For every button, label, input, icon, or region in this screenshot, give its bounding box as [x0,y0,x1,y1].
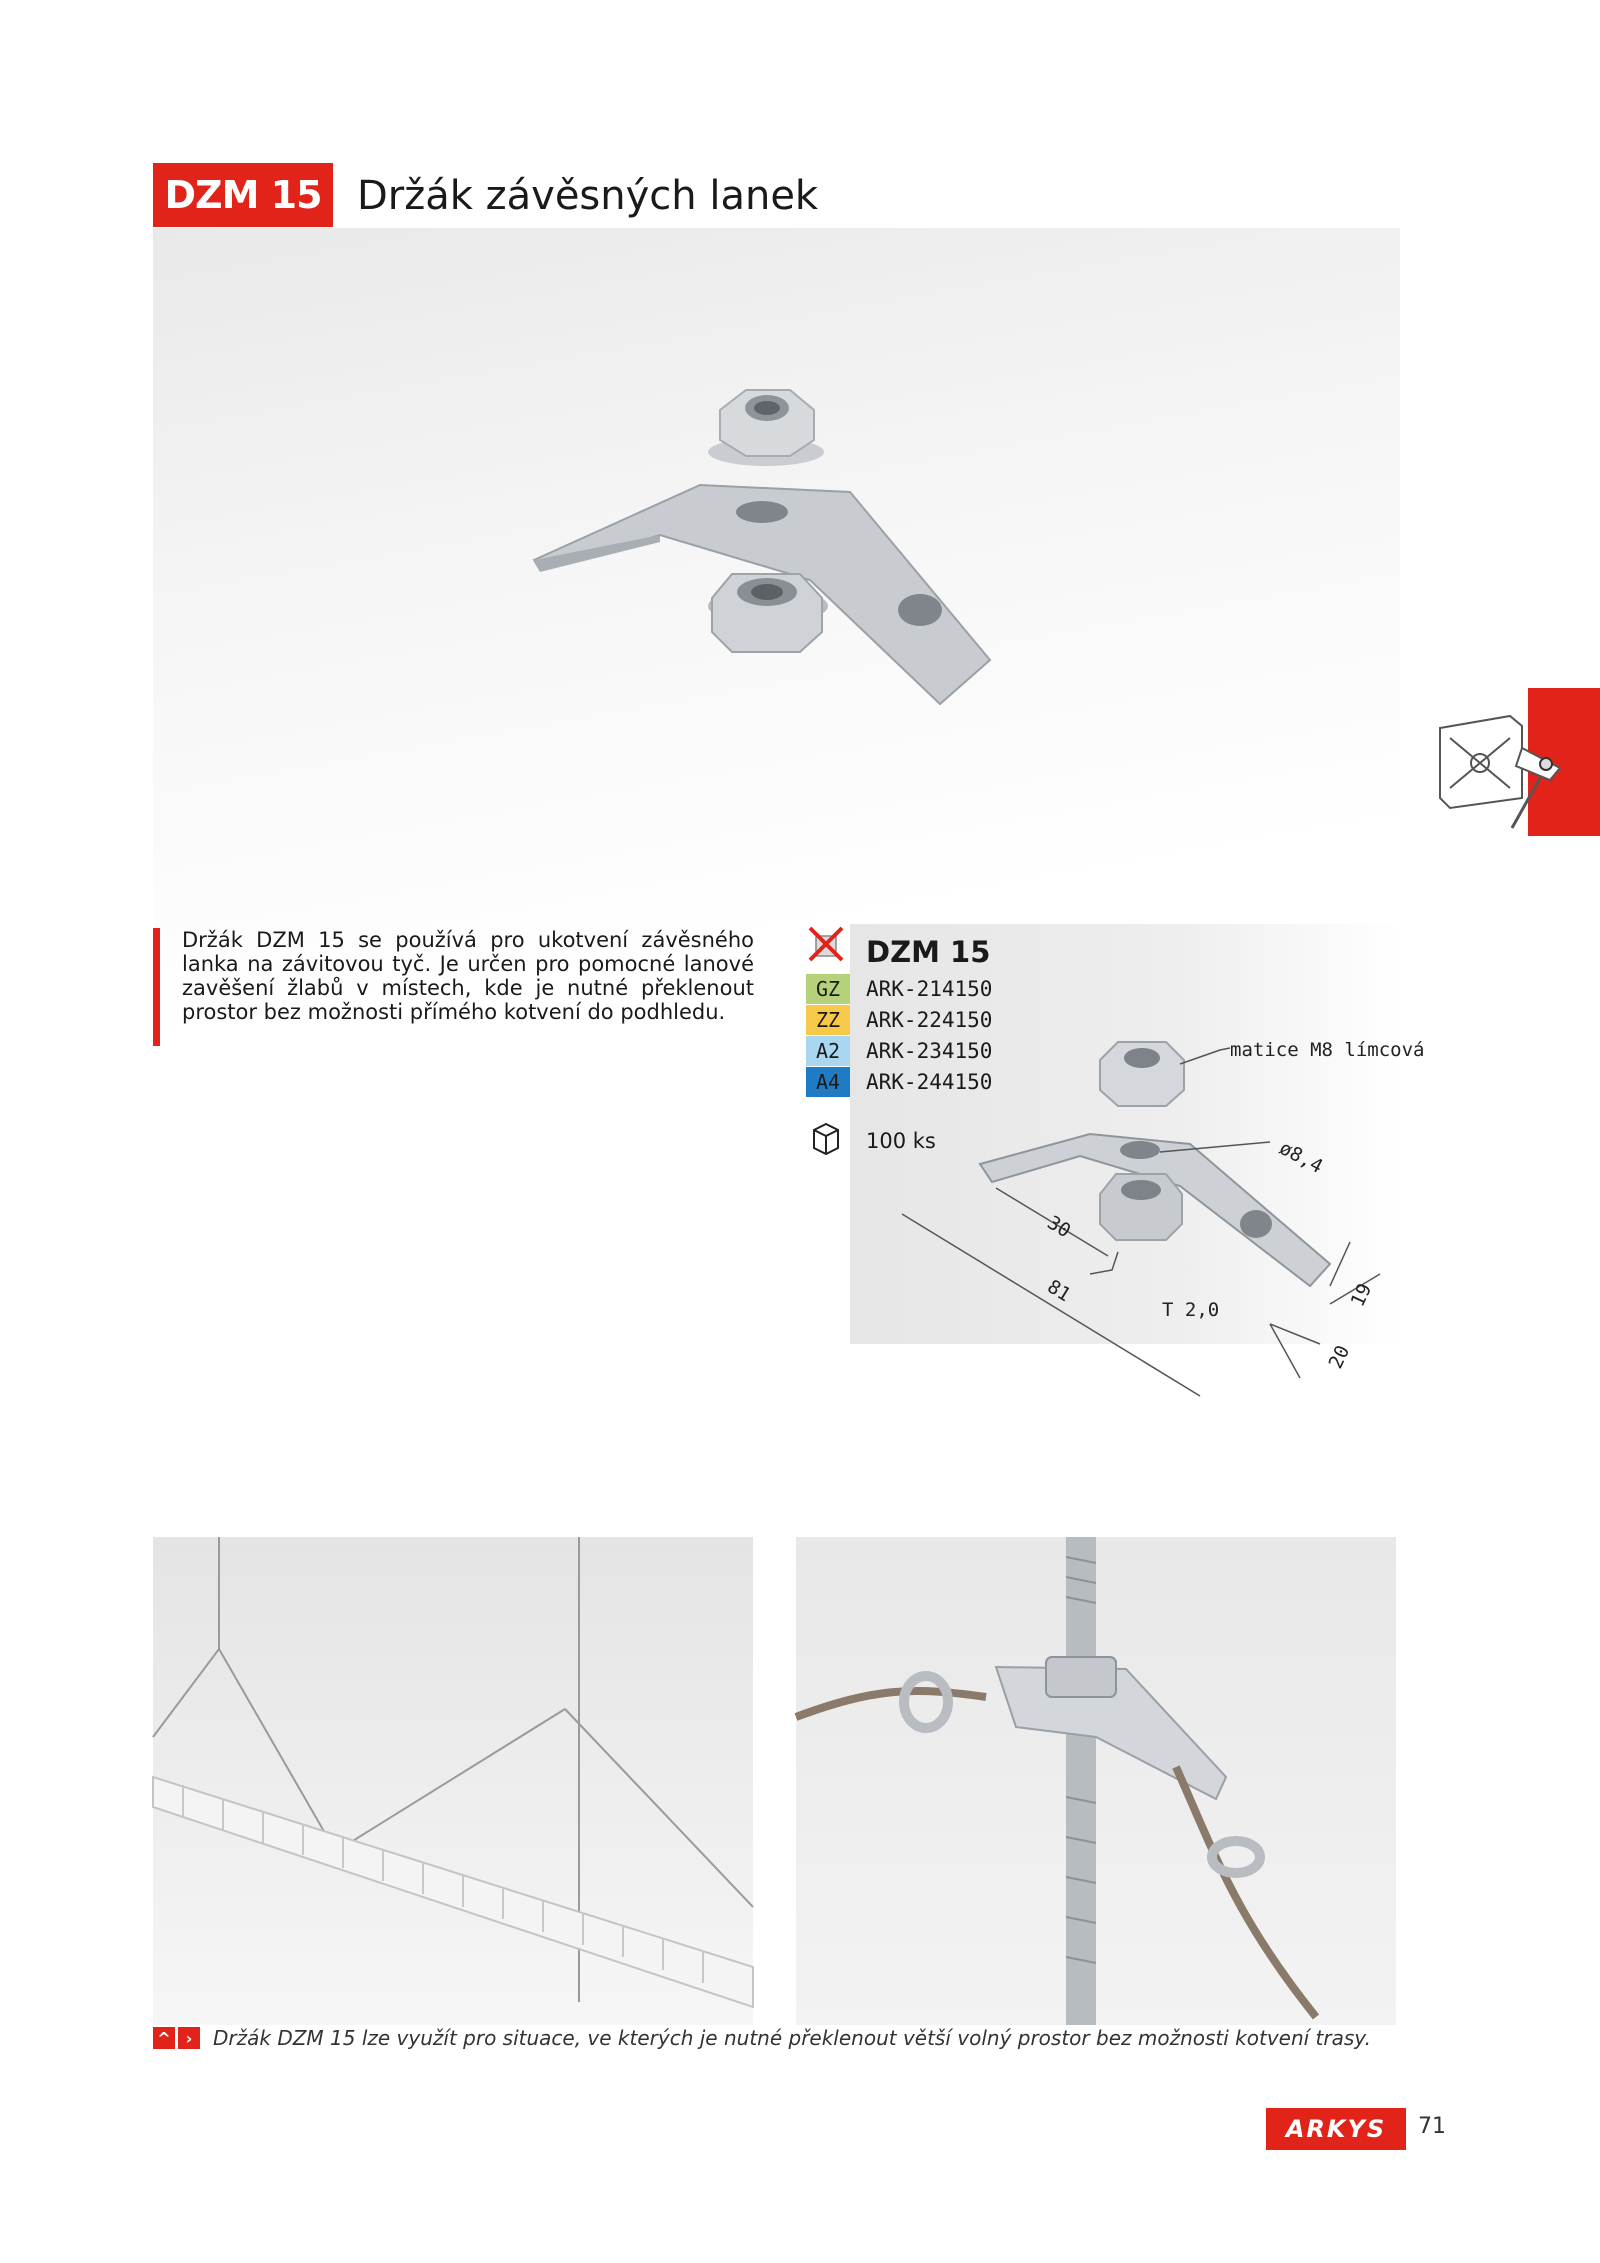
brand-logo: ARKYS [1266,2108,1406,2150]
finish-chip-zz: ZZ [806,1005,850,1035]
finish-chip-a2: A2 [806,1036,850,1066]
nut-label: matice M8 límcová [1230,1039,1425,1061]
chevron-right-icon: › [178,2027,200,2049]
description-accent-bar [153,928,160,1046]
crossed-out-icon [806,924,846,964]
article-number: ARK-214150 [866,977,993,1001]
article-number: ARK-244150 [866,1070,993,1094]
product-code-badge: DZM 15 [153,163,333,227]
finish-chip-a4: A4 [806,1067,850,1097]
product-render-image [500,360,1020,720]
product-description: Držák DZM 15 se používá pro ukotvení závěsného lanka na závitovou tyč. Je určen pro pomocné lanové zavěšení žlabů v místech, kde je nutné překlenout prostor bez možnosti přímého kotvení do podhledu. [182,928,754,1024]
hole-diameter-label: ø8,4 [1275,1136,1327,1178]
page-number: 71 [1418,2114,1446,2139]
article-number: ARK-234150 [866,1039,993,1063]
chevron-up-icon: ^ [153,2027,175,2049]
page-title: Držák závěsných lanek [357,173,819,219]
bracket-detail-image [796,1537,1396,2025]
photo-caption: Držák DZM 15 lze využít pro situace, ve kterých je nutné překlenout větší volný prostor bez možnosti kotvení trasy. [213,2026,1371,2050]
cable-tray-scene-image [153,1537,753,2025]
dim-81-label: 81 [1043,1275,1075,1307]
finish-chip-gz: GZ [806,974,850,1004]
thickness-label: T 2,0 [1162,1299,1220,1321]
section-tab-illustration [1430,708,1590,838]
dim-30-label: 30 [1043,1211,1075,1243]
spec-title: DZM 15 [866,935,991,969]
package-box-icon [808,1120,844,1156]
application-photo-left [153,1537,753,2025]
dim-20-label: 20 [1324,1342,1355,1373]
dim-19-label: 19 [1346,1280,1377,1311]
application-photo-right [796,1537,1396,2025]
package-quantity: 100 ks [866,1129,936,1153]
article-number: ARK-224150 [866,1008,993,1032]
